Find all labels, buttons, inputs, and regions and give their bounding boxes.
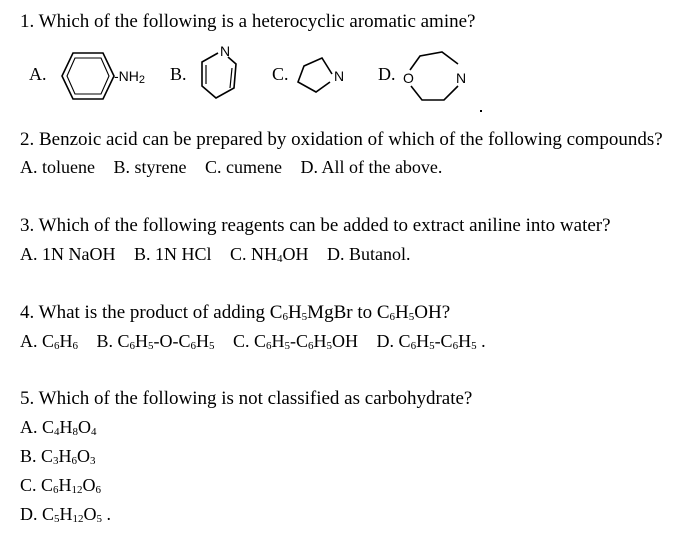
q5-option-d: D. C5H12O5 . <box>20 504 112 525</box>
q1-option-d-label: D. <box>378 64 396 84</box>
q4-option-b: B. C6H5-O-C6H5 <box>96 331 215 352</box>
q2-option-d: D. All of the above. <box>300 157 443 177</box>
q4-option-a: A. C6H6 <box>20 331 79 352</box>
q4-option-d: D. C6H5-C6H5 . <box>376 331 486 352</box>
q2-option-a: A. toluene <box>20 157 95 177</box>
q5-option-a: A. C4H8O4 <box>20 417 97 438</box>
q2-option-c: C. cumene <box>204 157 282 177</box>
q2-option-b: B. styrene <box>113 157 187 177</box>
q4-option-c: C. C6H5-C6H5OH <box>233 331 359 352</box>
q3-option-b: B. 1N HCl <box>133 244 212 264</box>
q3-option-c: C. NH4OH <box>230 244 309 265</box>
aniline-structure <box>52 48 122 104</box>
question-4-options <box>20 330 500 357</box>
pyrrolidine-structure <box>294 50 350 98</box>
question-2-text: 2. Benzoic acid can be prepared by oxidation of which of the following compounds? <box>20 129 663 150</box>
q1-option-d-nitrogen: N <box>456 70 467 86</box>
question-1-text: 1. Which of the following is a heterocyclic aromatic amine? <box>20 11 476 32</box>
q1-option-d-oxygen: O <box>403 70 414 86</box>
q1-option-a-amine: -NH2 <box>114 68 146 86</box>
q1-option-b-nitrogen: N <box>220 43 231 59</box>
question-5-text: 5. Which of the following is not classified as carbohydrate? <box>20 388 473 409</box>
q1-option-b-label: B. <box>170 64 187 84</box>
q3-option-a: A. 1N NaOH <box>20 244 116 264</box>
q5-option-c: C. C6H12O6 <box>20 475 102 496</box>
q5-option-b: B. C3H6O3 <box>20 446 96 467</box>
q1-option-c-nitrogen: N <box>334 68 345 84</box>
pyridine-ring-structure <box>192 40 244 104</box>
q1-option-c-label: C. <box>272 64 289 84</box>
question-3-options <box>20 243 425 270</box>
morpholine-structure <box>398 44 478 106</box>
question-2-options <box>20 156 456 178</box>
stray-dot <box>480 110 482 112</box>
question-3-text: 3. Which of the following reagents can be added to extract aniline into water? <box>20 215 611 236</box>
q3-option-d: D. Butanol. <box>327 244 411 264</box>
question-4-text: 4. What is the product of adding C6H5MgBr to C6H5OH? <box>20 302 451 323</box>
q1-option-a-label: A. <box>29 64 47 84</box>
